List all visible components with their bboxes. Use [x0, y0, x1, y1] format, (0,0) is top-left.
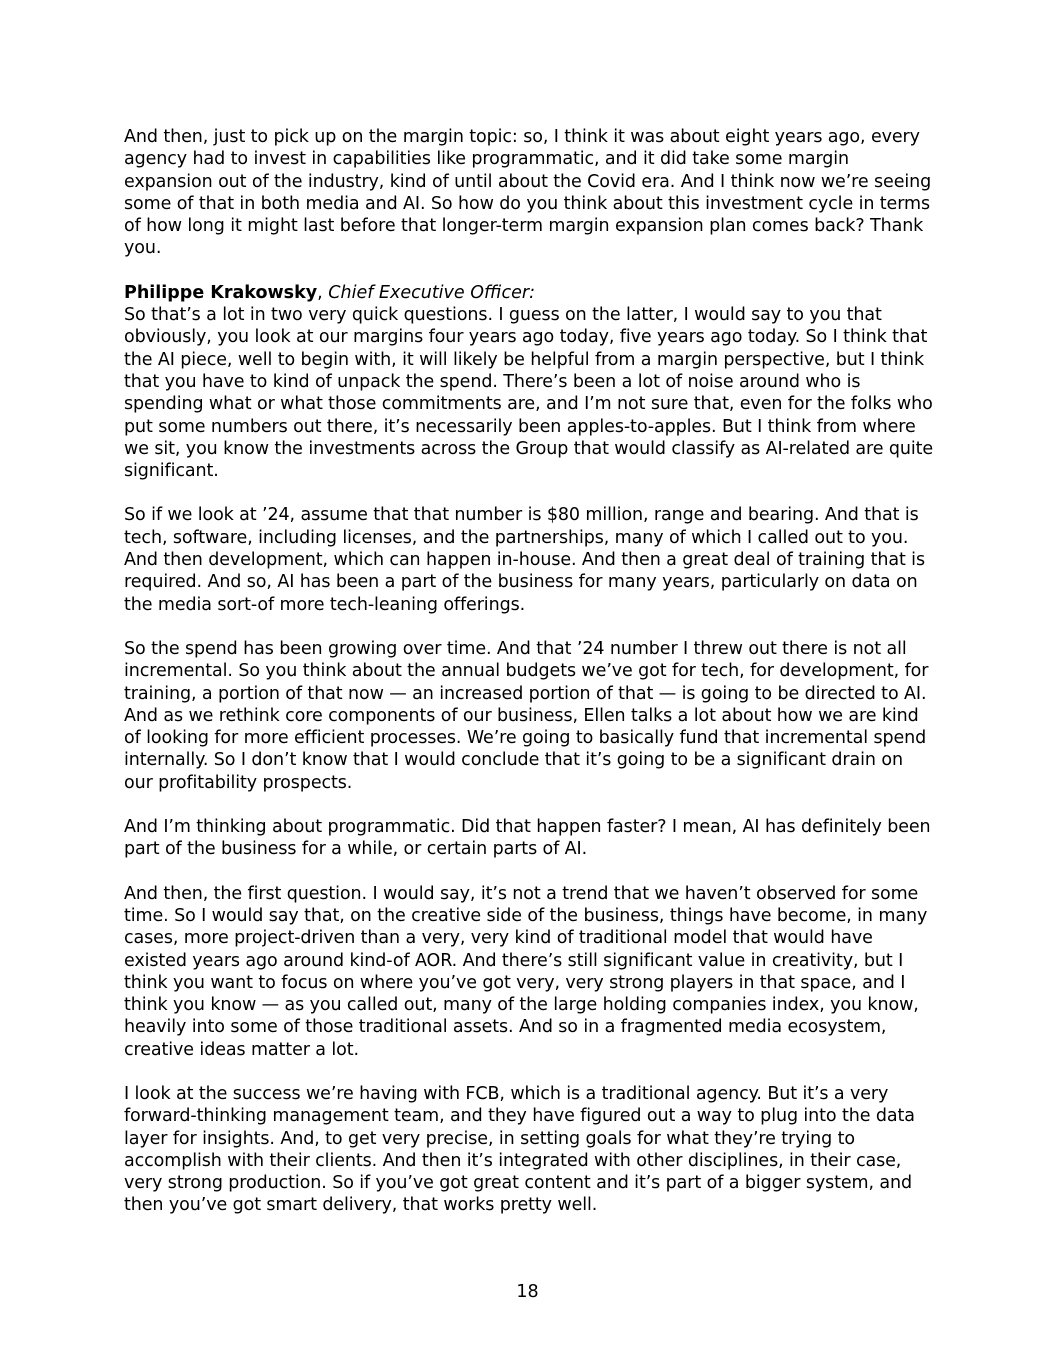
speaker-separator: , — [317, 282, 329, 303]
speaker-colon: : — [529, 282, 535, 303]
page-number: 18 — [516, 1282, 539, 1302]
speaker-title: Chief Executive Officer — [328, 282, 530, 303]
answer-paragraph-3: So the spend has been growing over time. And that ’24 number I threw out there is not all incremental. So you think about the annual budgets we’ve got for tech, for development, for training, a portion of that now — an increased portion of that — is going to be directed to AI. And as we rethink core components of our business, Ellen talks a lot about how we are kind of looking for more efficient processes. We’re going to basically fund that incremental spend internally. So I don’t know that I would conclude that it’s going to be a significant drain on our profitability prospects. — [124, 638, 929, 793]
answer-paragraph-4: And I’m thinking about programmatic. Did that happen faster? I mean, AI has definitely been part of the business for a while, or certain parts of AI. — [124, 817, 931, 860]
question-paragraph: And then, just to pick up on the margin topic: so, I think it was about eight years ago, every agency had to invest in capabilities like programmatic, and it did take some margin expansion out of the industry, kind of until about the Covid era. And I think now we’re seeing some of that in both media and AI. So how do you think about this investment cycle in terms of how long it might last before that longer-term margin expansion plan comes back? Thank you. — [124, 127, 932, 259]
speaker-attribution — [124, 282, 936, 304]
answer-paragraph-5: And then, the first question. I would say, it’s not a trend that we haven’t observed for some time. So I would say that, on the creative side of the business, things have become, in many cases, more project-driven than a very, very kind of traditional model that would have existed years ago around kind-of AOR. And there’s still significant value in creativity, but I think you want to focus on where you’ve got very, very strong players in that space, and I think you know — as you called out, many of the large holding companies index, you know, heavily into some of those traditional assets. And so in a fragmented media ecosystem, creative ideas matter a lot. — [124, 883, 928, 1060]
answer-paragraph-2: So if we look at ’24, assume that that number is $80 million, range and bearing. And that is tech, software, including licenses, and the partnerships, many of which I called out to you. And then development, which can happen in-house. And then a great deal of training that is required. And so, AI has been a part of the business for many years, particularly on data on the media sort-of more tech-leaning offerings. — [124, 505, 925, 615]
answer-paragraph-1: So that’s a lot in two very quick questions. I guess on the latter, I would say to you that obviously, you look at our margins four years ago today, five years ago today. So I think that the AI piece, well to begin with, it will likely be helpful from a margin perspective, but I think that you have to kind of unpack the spend. There’s been a lot of noise around who is spending what or what those commitments are, and I’m not sure that, even for the folks who put some numbers out there, it’s necessarily been apples-to-apples. But I think from where we sit, you know the investments across the Group that would classify as AI-related are quite significant. — [124, 305, 934, 482]
transcript-body — [124, 126, 936, 1239]
speaker-name: Philippe Krakowsky — [124, 282, 318, 303]
answer-paragraph-6: I look at the success we’re having with FCB, which is a traditional agency. But it’s a very forward-thinking management team, and they have figured out a way to plug into the data layer for insights. And, to get very precise, in setting goals for what they’re trying to accomplish with their clients. And then it’s integrated with other disciplines, in their case, very strong production. So if you’ve got great content and it’s part of a bigger system, and then you’ve got smart delivery, that works pretty well. — [124, 1083, 915, 1216]
